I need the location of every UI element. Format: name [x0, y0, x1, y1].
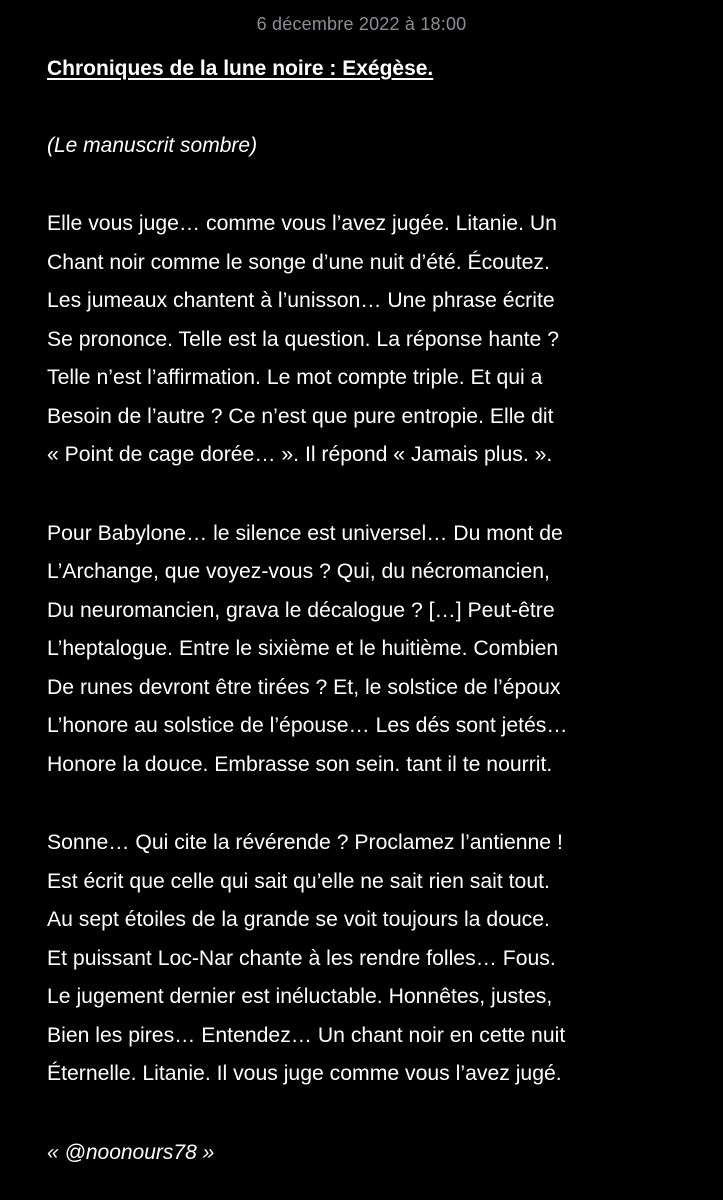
stanza-line: Les jumeaux chantent à l’unisson… Une phrase écrite — [47, 289, 555, 312]
stanza-line: Se prononce. Telle est la question. La réponse hante ? — [47, 327, 560, 351]
note-subtitle: (Le manuscrit sombre) — [47, 134, 258, 157]
stanza-line: Au sept étoiles de la grande se voit toujours la douce. — [47, 908, 550, 931]
stanza-line: L’heptalogue. Entre le sixième et le huitième. Combien — [47, 637, 559, 660]
stanza-1 — [47, 205, 697, 475]
stanza-line: L’honore au solstice de l’épouse… Les dés sont jetés… — [47, 714, 568, 737]
stanza-line: Le jugement dernier est inéluctable. Honnêtes, justes, — [47, 985, 553, 1008]
stanza-line: Éternelle. Litanie. Il vous juge comme vous l’avez jugé. — [47, 1062, 562, 1085]
stanza-line: Pour Babylone… le silence est universel… Du mont de — [47, 521, 563, 545]
stanza-2 — [47, 515, 697, 785]
stanza-line: Bien les pires… Entendez… Un chant noir en cette nuit — [47, 1023, 566, 1047]
stanza-line: Telle n’est l’affirmation. Le mot compte triple. Et qui a — [47, 366, 543, 389]
stanza-line: Sonne… Qui cite la révérende ? Proclamez l’antienne ! — [47, 831, 563, 854]
note-timestamp: 6 décembre 2022 à 18:00 — [256, 14, 467, 34]
stanza-line: Chant noir comme le songe d’une nuit d’été. Écoutez. — [47, 250, 550, 274]
stanza-line: De runes devront être tirées ? Et, le solstice de l’époux — [47, 675, 561, 699]
note-body[interactable] — [47, 50, 697, 1172]
stanza-line: Honore la douce. Embrasse son sein. tant il te nourrit. — [47, 752, 553, 776]
note-title: Chroniques de la lune noire : Exégèse. — [47, 57, 434, 80]
stanza-line: Elle vous juge… comme vous l’avez jugée. Litanie. Un — [47, 212, 557, 235]
stanza-line: L’Archange, que voyez-vous ? Qui, du nécromancien, — [47, 560, 550, 583]
note-signature: « @noonours78 » — [47, 1140, 215, 1164]
stanza-line: « Point de cage dorée… ». Il répond « Jamais plus. ». — [47, 443, 553, 466]
stanza-line: Et puissant Loc-Nar chante à les rendre folles… Fous. — [47, 946, 556, 970]
stanza-3 — [47, 824, 697, 1094]
stanza-line: Du neuromancien, grava le décalogue ? […] Peut-être — [47, 598, 555, 622]
stanza-line: Besoin de l’autre ? Ce n’est que pure entropie. Elle dit — [47, 404, 554, 428]
stanza-line: Est écrit que celle qui sait qu’elle ne sait rien sait tout. — [47, 869, 550, 893]
